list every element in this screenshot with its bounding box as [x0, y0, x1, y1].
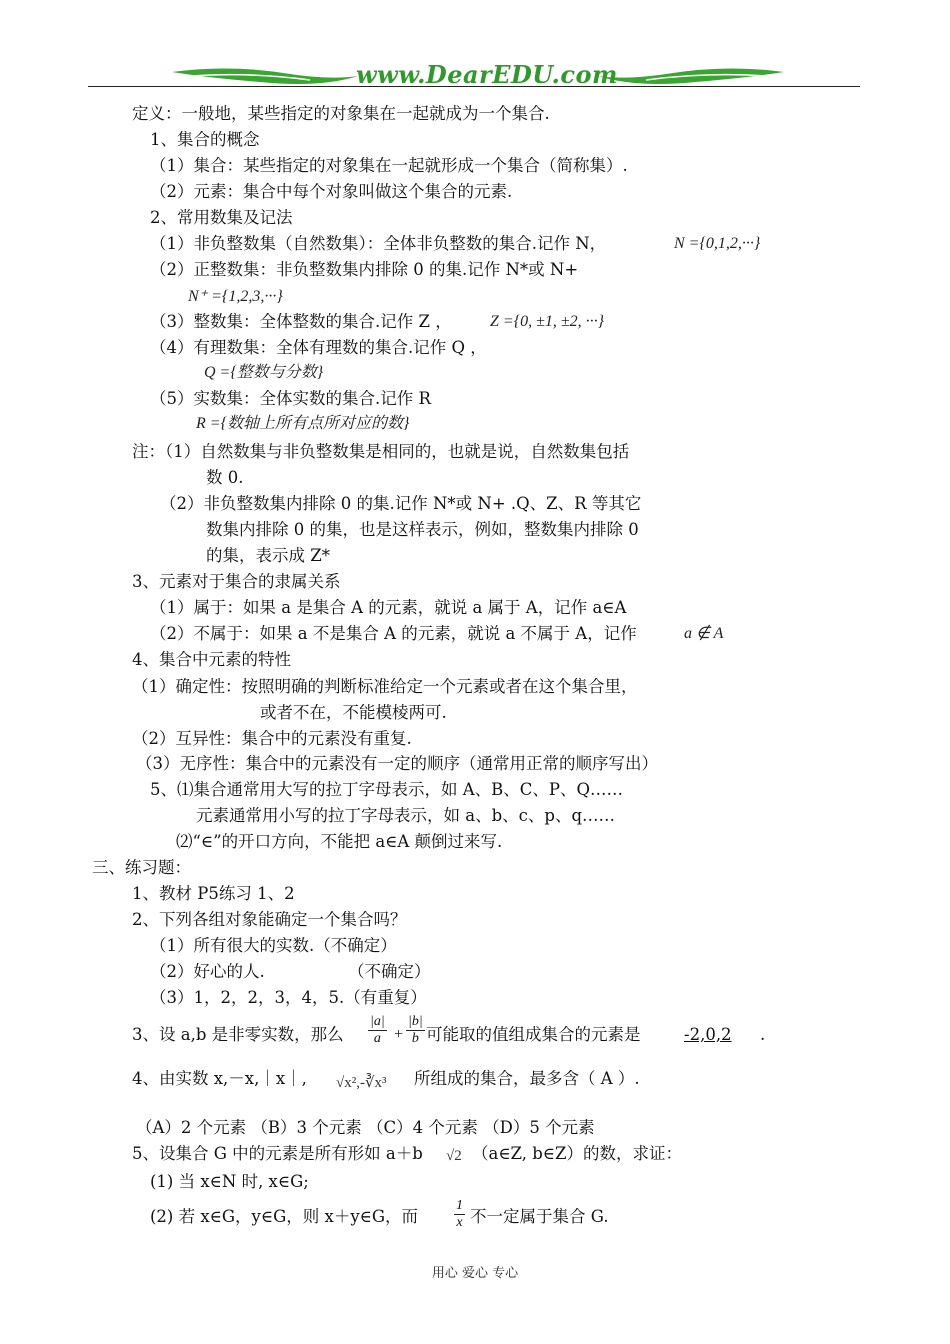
text-line: 数 0.	[206, 468, 244, 487]
text-line: 所组成的集合，最多含（ A ）.	[414, 1069, 640, 1088]
text-line: （1）属于：如果 a 是集合 A 的元素，就说 a 属于 A，记作 a∈A	[150, 598, 627, 617]
text-line: （2）正整数集：非负整数集内排除 0 的集.记作 N*或 N+	[150, 260, 579, 279]
text-line: 3、设 a,b 是非零实数，那么	[132, 1025, 344, 1044]
math-expression: R ={数轴上所有点所对应的数}	[196, 415, 410, 432]
page-footer: 用心 爱心 专心	[431, 1266, 519, 1281]
text-line: （1）所有很大的实数.（不确定）	[150, 936, 397, 955]
text-line: 或者不在，不能模棱两可.	[260, 703, 447, 722]
text-line: ⑵“∈”的开口方向，不能把 a∈A 颠倒过来写.	[176, 832, 503, 851]
options-line: （A）2 个元素 （B）3 个元素 （C）4 个元素 （D）5 个元素	[136, 1118, 595, 1137]
text-line: （3）无序性：集合中的元素没有一定的顺序（通常用正常的顺序写出）	[136, 754, 658, 773]
math-expression: N⁺ ={1,2,3,···}	[188, 288, 283, 305]
header-wing-left	[170, 62, 360, 88]
section-heading: 三、练习题：	[92, 858, 191, 877]
math-expression: Z ={0, ±1, ±2, ···}	[490, 313, 605, 330]
text-line: （5）实数集：全体实数的集合.记作 R	[150, 389, 431, 408]
text-line: 注：（1）自然数集与非负整数集是相同的，也就是说，自然数集包括	[132, 442, 630, 461]
text-line: 2、下列各组对象能确定一个集合吗？	[132, 910, 407, 929]
text-line: 1、集合的概念	[150, 130, 260, 149]
text-line: 数集内排除 0 的集，也是这样表示，例如，整数集内排除 0	[206, 520, 639, 539]
plus-sign: +	[393, 1026, 404, 1043]
fraction-b: $\frac{|b|}{b}$	[408, 1014, 423, 1046]
text-line: （1）确定性：按照明确的判断标准给定一个元素或者在这个集合里，	[132, 677, 638, 696]
math-expression: √x²,-∛x³	[336, 1075, 387, 1091]
text-line: 定义：一般地，某些指定的对象集在一起就成为一个集合.	[132, 104, 550, 123]
text-line: （2）不属于：如果 a 不是集合 A 的元素，就说 a 不属于 A，记作	[150, 624, 637, 643]
header-wing-right	[596, 62, 786, 88]
text-line: (2) 若 x∈G，y∈G，则 x＋y∈G，而	[150, 1207, 419, 1226]
math-expression: a ∉ A	[684, 625, 724, 642]
text-line: （1）集合：某些指定的对象集在一起就形成一个集合（简称集）.	[150, 156, 628, 175]
text-line: （2）元素：集合中每个对象叫做这个集合的元素.	[150, 182, 513, 201]
text-line: 元素通常用小写的拉丁字母表示，如 a、b、c、p、q……	[196, 806, 616, 825]
text-line: 的集，表示成 Z*	[206, 546, 330, 565]
fraction-one-over-x: $\frac{1}{x}$	[456, 1198, 463, 1230]
text-line: 可能取的值组成集合的元素是	[426, 1025, 641, 1044]
math-expression: N ={0,1,2,···}	[674, 235, 761, 252]
text-line: （1）非负整数集（自然数集）：全体非负整数的集合.记作 N，	[150, 234, 607, 253]
text-line: （不确定）	[348, 962, 431, 981]
text-line: （2）非负整数集内排除 0 的集.记作 N*或 N+ .Q、Z、R 等其它	[160, 494, 642, 513]
text-line: 不一定属于集合 G.	[470, 1207, 609, 1226]
math-expression: √2	[446, 1148, 462, 1164]
text-line: 5、⑴集合通常用大写的拉丁字母表示，如 A、B、C、P、Q……	[150, 780, 624, 799]
text-line: （2）互异性：集合中的元素没有重复.	[132, 729, 412, 748]
text-line: （4）有理数集：全体有理数的集合.记作 Q ，	[150, 338, 487, 357]
text-line: (1) 当 x∈N 时, x∈G;	[150, 1172, 309, 1191]
text-line: （a∈Z, b∈Z）的数，求证：	[472, 1144, 682, 1163]
site-logo: www.DearEDU.com	[356, 60, 618, 89]
text-line: （3）1，2，2，3，4，5.（有重复）	[150, 988, 427, 1007]
text-line: （2）好心的人.	[150, 962, 265, 981]
math-expression: Q ={整数与分数}	[204, 364, 324, 381]
text-line: 2、常用数集及记法	[150, 208, 293, 227]
text-line: 1、教材 P5练习 1、2	[132, 884, 295, 903]
period: .	[760, 1025, 766, 1044]
text-line: 4、由实数 x,－x,｜x｜,	[132, 1069, 307, 1088]
page-header	[0, 0, 950, 100]
text-line: （3）整数集：全体整数的集合.记作 Z ，	[150, 312, 452, 331]
text-line: 4、集合中元素的特性	[132, 650, 291, 669]
fraction-a: $\frac{|a|}{a}$	[370, 1014, 385, 1046]
answer-blank: -2,0,2	[684, 1025, 732, 1044]
text-line: 3、元素对于集合的隶属关系	[132, 572, 341, 591]
header-divider	[88, 86, 860, 87]
text-line: 5、设集合 G 中的元素是所有形如 a＋b	[132, 1144, 423, 1163]
